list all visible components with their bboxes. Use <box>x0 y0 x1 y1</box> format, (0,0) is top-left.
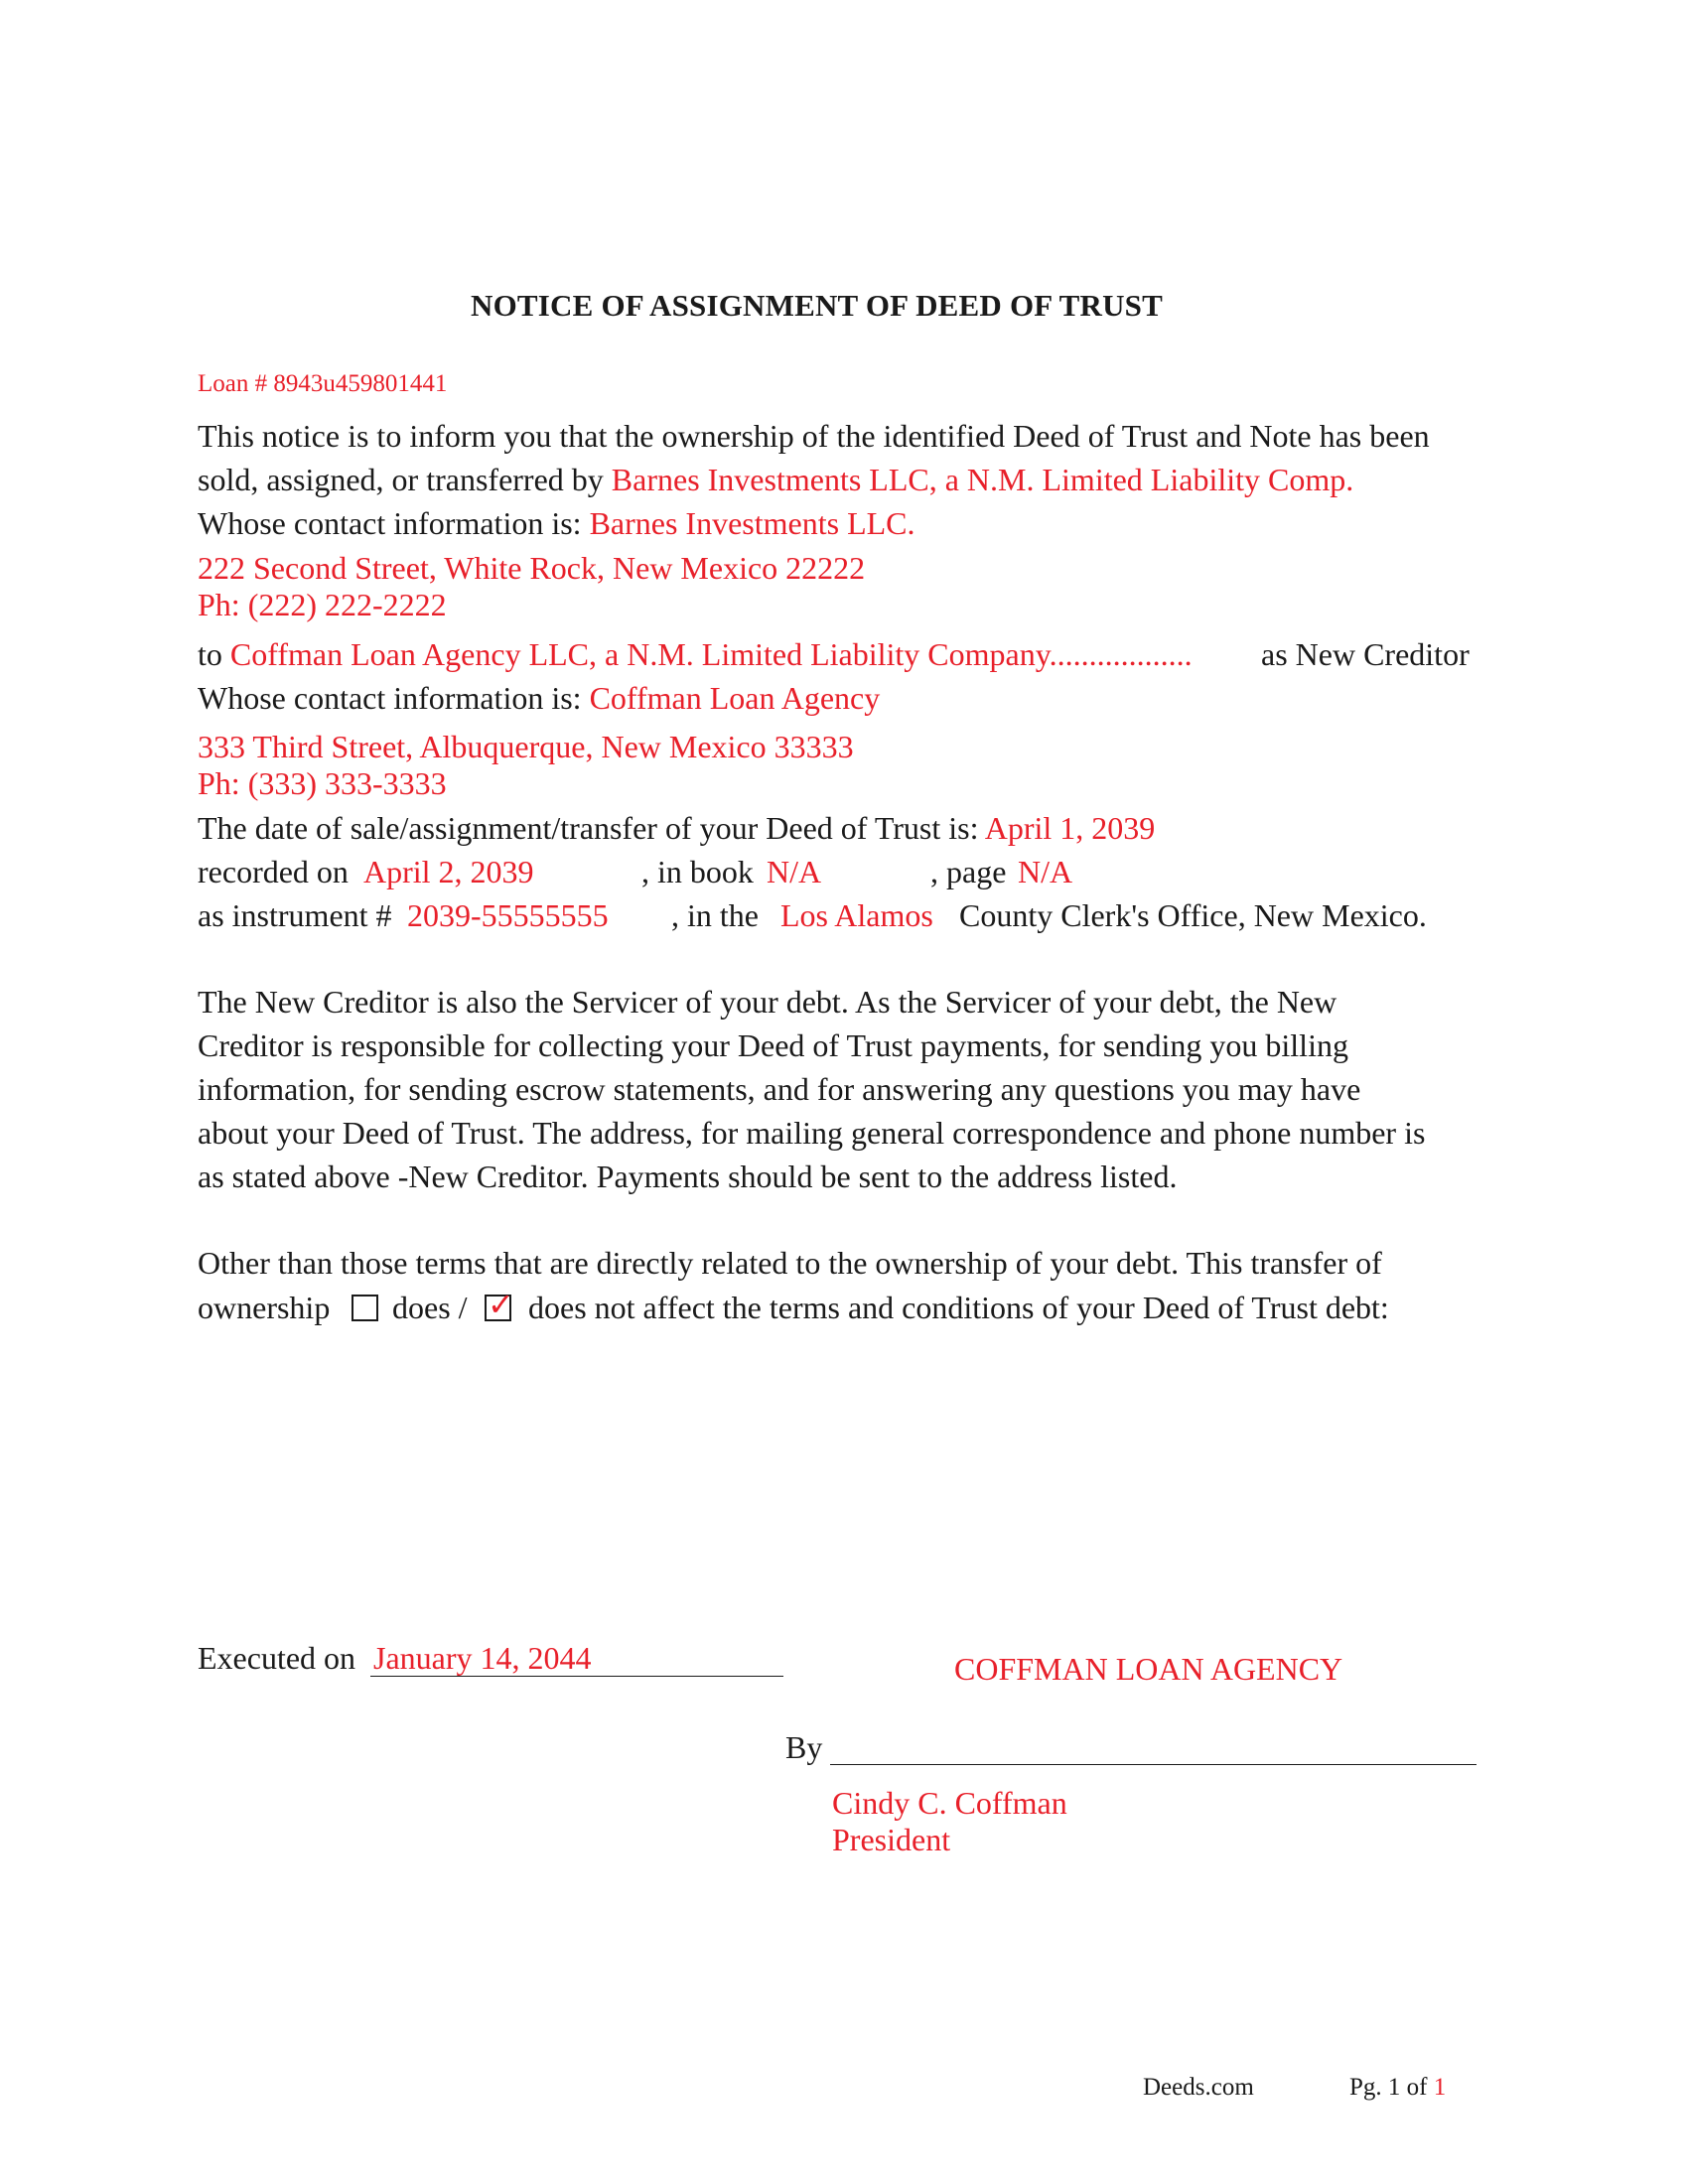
contact-label: Whose contact information is: <box>198 505 590 541</box>
assignee-name: Coffman Loan Agency LLC, a N.M. Limited Liability Company.................. <box>229 636 1193 672</box>
servicer-line-4: about your Deed of Trust. The address, for mailing general correspondence and phone number is <box>198 1115 1426 1151</box>
instrument-label: as instrument # <box>198 897 392 933</box>
servicer-line-5: as stated above -New Creditor. Payments should be sent to the address listed. <box>198 1159 1178 1194</box>
in-the-label: , in the <box>671 897 759 933</box>
executed-label: Executed on <box>198 1640 356 1676</box>
loan-number-line <box>198 370 447 398</box>
instrument-number: 2039-55555555 <box>407 897 609 933</box>
footer-page <box>1349 2074 1446 2102</box>
assignor-contact-name: Barnes Investments LLC. <box>589 505 915 541</box>
terms-line-1: Other than those terms that are directly related to the ownership of your debt. This transfer of <box>198 1245 1382 1281</box>
assignee-contact-line <box>198 682 880 714</box>
transfer-date-label: The date of sale/assignment/transfer of your Deed of Trust is: <box>198 810 985 846</box>
book-label: , in book <box>641 854 754 889</box>
ownership-label: ownership <box>198 1290 331 1325</box>
does-checkbox[interactable] <box>352 1295 378 1321</box>
signer-name: Cindy C. Coffman <box>832 1785 1067 1821</box>
assignor-name: Barnes Investments LLC, a N.M. Limited Liability Comp. <box>611 462 1354 497</box>
does-not-checkbox[interactable] <box>485 1286 514 1323</box>
assignor-address: 222 Second Street, White Rock, New Mexico 22222 <box>198 550 866 586</box>
by-label: By <box>785 1729 823 1765</box>
assignor-phone: Ph: (222) 222-2222 <box>198 587 447 622</box>
county-suffix: County Clerk's Office, New Mexico. <box>959 897 1427 933</box>
signer-title: President <box>832 1822 951 1857</box>
assignee-contact-name: Coffman Loan Agency <box>589 680 881 716</box>
to-prefix: to <box>198 636 230 672</box>
notice-intro-line: This notice is to inform you that the ownership of the identified Deed of Trust and Note has been <box>198 418 1430 454</box>
book-value: N/A <box>767 854 822 889</box>
assignor-contact-line <box>198 507 915 539</box>
loan-label: Loan # <box>198 370 274 397</box>
county-name: Los Alamos <box>780 897 933 933</box>
assignor-line <box>198 464 1353 495</box>
company-name: COFFMAN LOAN AGENCY <box>954 1651 1343 1687</box>
servicer-line-2: Creditor is responsible for collecting your Deed of Trust payments, for sending you billing <box>198 1027 1348 1063</box>
recorded-date: April 2, 2039 <box>363 854 534 889</box>
footer-site: Deeds.com <box>1143 2074 1254 2101</box>
footer-page-total: 1 <box>1433 2074 1447 2101</box>
does-not-label: does not affect the terms and conditions of your Deed of Trust debt: <box>528 1290 1389 1325</box>
new-creditor-label: as New Creditor <box>1261 636 1470 672</box>
transfer-date: April 1, 2039 <box>984 810 1156 846</box>
does-label: does / <box>392 1290 468 1325</box>
executed-date: January 14, 2044 <box>373 1640 592 1676</box>
loan-number: 8943u459801441 <box>273 370 448 397</box>
executed-date-line <box>370 1676 783 1677</box>
assignee-phone: Ph: (333) 333-3333 <box>198 765 447 801</box>
assignee-address: 333 Third Street, Albuquerque, New Mexico 33333 <box>198 729 854 764</box>
servicer-line-1: The New Creditor is also the Servicer of your debt. As the Servicer of your debt, the New <box>198 984 1337 1020</box>
signature-line <box>830 1764 1477 1765</box>
transfer-date-line <box>198 812 1155 844</box>
contact-label-2: Whose contact information is: <box>198 680 590 716</box>
footer-page-label: Pg. 1 of <box>1349 2074 1434 2101</box>
checkmark-icon: ✓ <box>488 1286 514 1323</box>
page-label: , page <box>930 854 1007 889</box>
document-title: NOTICE OF ASSIGNMENT OF DEED OF TRUST <box>471 288 1163 323</box>
assignee-line <box>198 638 1193 670</box>
page-value: N/A <box>1018 854 1073 889</box>
assignor-prefix: sold, assigned, or transferred by <box>198 462 612 497</box>
recorded-label: recorded on <box>198 854 349 889</box>
servicer-line-3: information, for sending escrow statements, and for answering any questions you may have <box>198 1071 1361 1107</box>
